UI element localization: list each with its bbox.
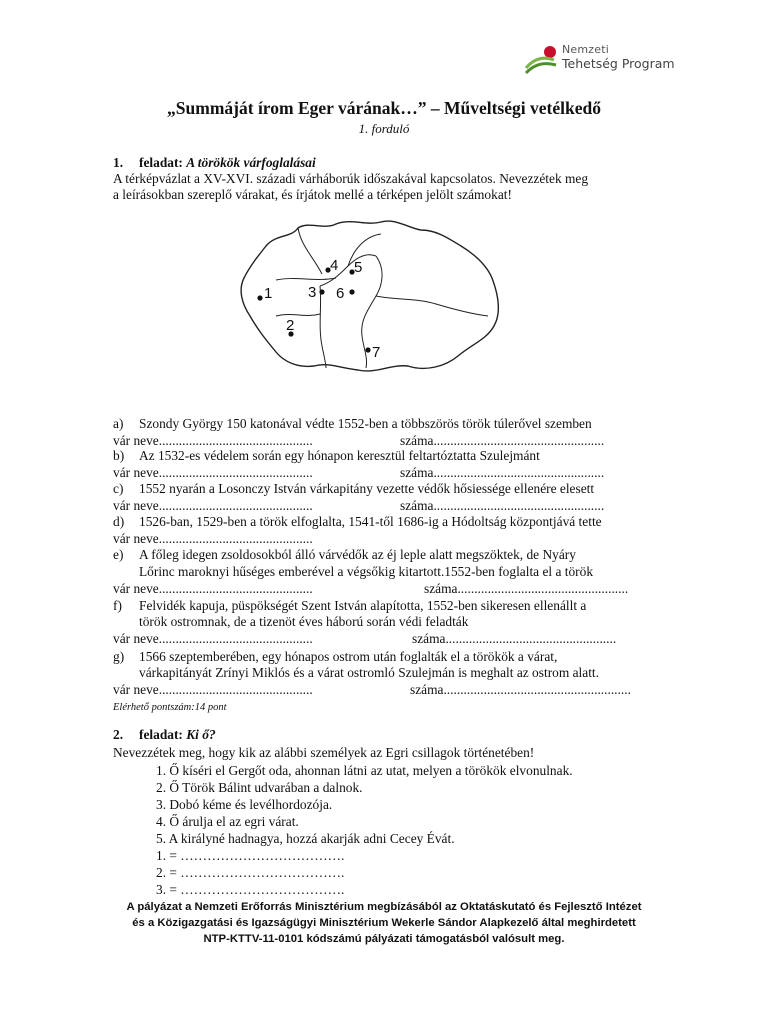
- task1-intro-line1: A térképvázlat a XV-XVI. századi várháborúk időszakával kapcsolatos. Nevezzétek meg: [113, 171, 589, 186]
- task2-label: feladat:: [139, 727, 183, 742]
- item-letter: e): [113, 547, 124, 562]
- map-marker-3: [319, 289, 324, 294]
- item-text: Felvidék kapuja, püspökségét Szent István alapította, 1552-ben sikeresen ellenállt a: [139, 598, 587, 613]
- page-subtitle: 1. forduló: [358, 121, 410, 136]
- item-text: 1526-ban, 1529-ben a török elfoglalta, 1541-től 1686-ig a Hódoltság központjává tette: [139, 514, 602, 529]
- field-f-number[interactable]: száma...................................................: [412, 631, 617, 646]
- field-c-name[interactable]: vár neve..............................................: [113, 498, 313, 513]
- field-g-name[interactable]: vár neve..............................................: [113, 682, 313, 697]
- task1-title: A törökök várfoglalásai: [186, 155, 316, 170]
- field-e-number[interactable]: száma...................................................: [424, 581, 629, 596]
- field-f-name[interactable]: vár neve..............................................: [113, 631, 313, 646]
- item-text: Szondy György 150 katonával védte 1552-ben a többszörös török túlerővel szemben: [139, 416, 592, 431]
- field-d-name[interactable]: vár neve..............................................: [113, 531, 313, 546]
- task2-heading: [113, 727, 216, 743]
- item-text: 1552 nyarán a Losonczy István várkapitány vezette védők hősiessége ellenére elesett: [139, 481, 595, 496]
- map-river-danube: [320, 286, 326, 368]
- task1-item-g: [113, 649, 557, 665]
- field-b-name[interactable]: vár neve..............................................: [113, 465, 313, 480]
- field-b-number[interactable]: száma...................................................: [400, 465, 605, 480]
- map-inner-line-4: [376, 296, 488, 316]
- task1-item-e: [113, 547, 576, 563]
- task2-intro: Nevezzétek meg, hogy kik az alábbi személyek az Egri csillagok történetében!: [113, 745, 535, 760]
- page-title: „Summáját írom Eger várának…” – Műveltségi vetélkedő: [167, 98, 601, 118]
- map-label-6: 6: [336, 285, 345, 302]
- task1-item-a: [113, 416, 592, 432]
- map-label-1: 1: [264, 285, 273, 302]
- hungary-map-sketch: [236, 216, 506, 381]
- field-c-number[interactable]: száma...................................................: [400, 498, 605, 513]
- task1-item-d: [113, 514, 602, 530]
- task1-points: Elérhető pontszám:14 pont: [113, 702, 227, 713]
- map-marker-6: [349, 289, 354, 294]
- task2-item-1: 1. Ő kíséri el Gergőt oda, ahonnan látni az utat, melyen a törökök elvonulnak.: [156, 763, 573, 778]
- map-inner-line-6: [276, 314, 320, 316]
- nemzeti-tehetseg-logo: [524, 42, 674, 80]
- map-marker-7: [365, 347, 370, 352]
- map-inner-line-1: [276, 278, 336, 280]
- task2-number: 2.: [113, 727, 124, 742]
- item-letter: d): [113, 514, 125, 529]
- map-marker-1: [257, 295, 262, 300]
- task1-item-f-cont: török ostromnak, de a tizenöt éves háború során védi feladták: [139, 614, 469, 629]
- task1-number: 1.: [113, 155, 124, 170]
- logo-mark-icon: [524, 42, 560, 78]
- map-label-3: 3: [308, 284, 317, 301]
- item-letter: g): [113, 649, 125, 664]
- task2-item-2: 2. Ő Török Bálint udvarában a dalnok.: [156, 780, 363, 795]
- item-letter: a): [113, 416, 124, 431]
- item-text: A főleg idegen zsoldosokból álló várvédők az éj leple alatt megszöktek, de Nyáry: [139, 547, 576, 562]
- task1-label: feladat:: [139, 155, 183, 170]
- task2-item-5: 5. A királyné hadnagya, hozzá akarják adni Cecey Évát.: [156, 831, 455, 846]
- logo-text-line2: Tehetség Program: [562, 56, 675, 71]
- task1-item-e-cont: Lőrinc maroknyi hűséges emberével a végsőkig kitartott.1552-ben foglalta el a török: [139, 564, 594, 579]
- item-letter: f): [113, 598, 122, 613]
- field-a-name[interactable]: vár neve..............................................: [113, 433, 313, 448]
- item-text: 1566 szeptemberében, egy hónapos ostrom után foglalták el a törökök a várat,: [139, 649, 558, 664]
- map-label-7: 7: [372, 344, 381, 361]
- task1-item-b: [113, 448, 540, 464]
- map-label-4: 4: [330, 257, 339, 274]
- task2-item-4: 4. Ő árulja el az egri várat.: [156, 814, 299, 829]
- field-e-name[interactable]: vár neve..............................................: [113, 581, 313, 596]
- map-label-5: 5: [354, 259, 363, 276]
- task1-intro-line2: a leírásokban szereplő várakat, és írjátok mellé a térképen jelölt számokat!: [113, 187, 512, 202]
- field-a-number[interactable]: száma...................................................: [400, 433, 605, 448]
- task2-answer-1[interactable]: 1. = ……………………………….: [156, 848, 345, 863]
- task2-title: Ki ő?: [186, 727, 216, 742]
- map-inner-line-2: [298, 228, 322, 274]
- item-letter: c): [113, 481, 124, 496]
- task2-item-3: 3. Dobó kéme és levélhordozója.: [156, 797, 333, 812]
- task2-answer-2[interactable]: 2. = ……………………………….: [156, 865, 345, 880]
- field-g-number[interactable]: száma........................................................: [410, 682, 631, 697]
- map-label-2: 2: [286, 317, 295, 334]
- task1-heading: [113, 155, 316, 171]
- logo-text-line1: Nemzeti: [562, 43, 610, 56]
- footer-line3: NTP-KTTV-11-0101 kódszámú pályázati támogatásból valósult meg.: [203, 933, 565, 945]
- task1-item-f: [113, 598, 586, 614]
- item-letter: b): [113, 448, 125, 463]
- footer-line1: A pályázat a Nemzeti Erőforrás Minisztérium megbízásából az Oktatáskutató és Fejlesztő Intézet: [126, 901, 642, 913]
- task1-item-g-cont: várkapitányát Zrínyi Miklós és a várat ostromló Szulejmán is meghalt az ostrom alatt.: [139, 665, 600, 680]
- item-text: Az 1532-es védelem során egy hónapon keresztül feltartóztatta Szulejmánt: [139, 448, 540, 463]
- task2-answer-3[interactable]: 3. = ……………………………….: [156, 882, 345, 897]
- task1-item-c: [113, 481, 594, 497]
- footer-line2: és a Közigazgatási és Igazságügyi Minisztérium Wekerle Sándor Alapkezelő által meghirdetett: [132, 917, 636, 929]
